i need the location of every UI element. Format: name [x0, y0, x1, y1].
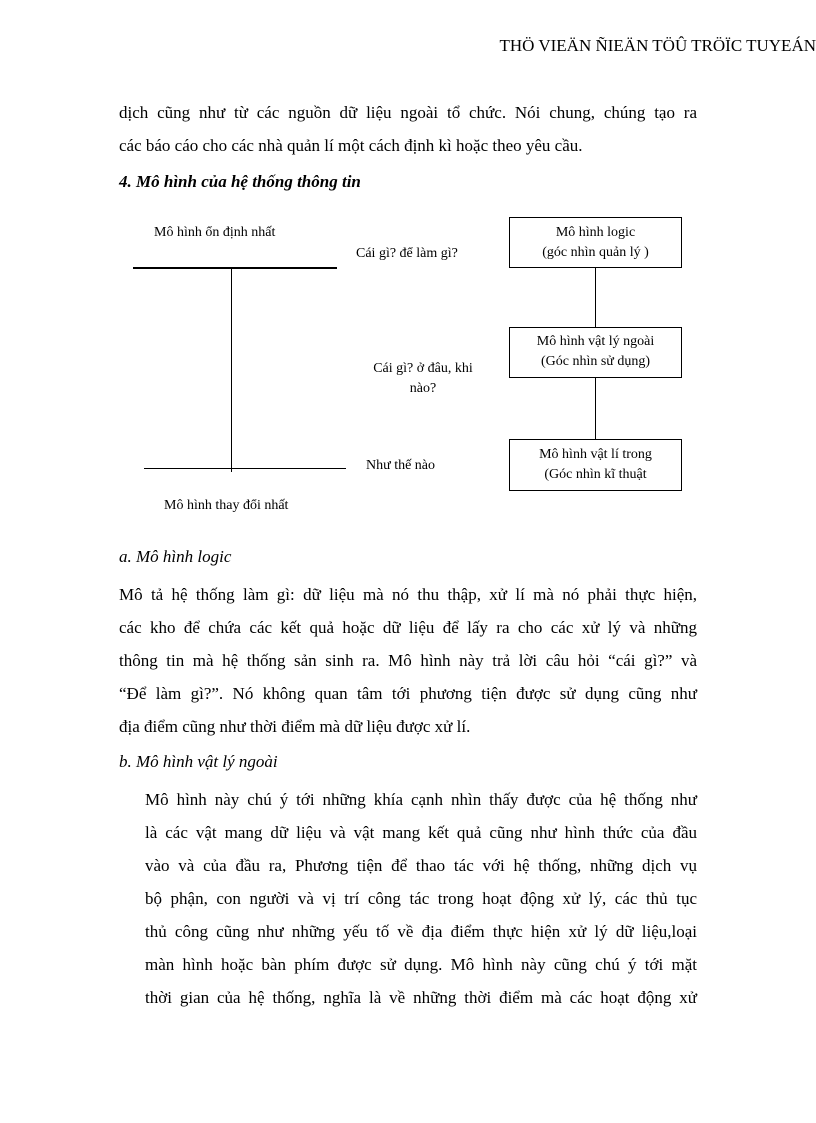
- subsection-a-paragraph: [119, 578, 697, 743]
- text-line: thời gian của hệ thống, nghĩa là về những thời điểm mà các hoạt động xử: [145, 988, 697, 1007]
- text-line: Mô hình này chú ý tới những khía cạnh nhìn thấy được của hệ thống như: [145, 790, 697, 809]
- question-how: Như thế nào: [366, 458, 436, 473]
- box-subtitle: (Góc nhìn kĩ thuật: [544, 467, 647, 482]
- text-line: Mô tả hệ thống làm gì: dữ liệu mà nó thu thập, xử lí mà nó phải thực hiện,: [119, 585, 697, 604]
- question-what-where-when: [356, 359, 490, 399]
- text-line: là các vật mang dữ liệu và vật mang kết quả cũng như hình thức của đầu: [145, 823, 697, 842]
- subsection-b-title: b. Mô hình vật lý ngoài: [119, 752, 278, 771]
- internal-physical-model-box: [509, 439, 682, 491]
- most-changing-label: Mô hình thay đổi nhất: [164, 498, 289, 513]
- connector-line-2: [595, 378, 596, 439]
- text-line: thông tin mà hệ thống sản sinh ra. Mô hình này trả lời câu hỏi “cái gì?” và: [119, 651, 697, 670]
- question-what-why: Cái gì? để làm gì?: [356, 246, 458, 261]
- bottom-horizontal-line: [144, 468, 346, 469]
- box-title: Mô hình vật lý ngoài: [536, 334, 655, 349]
- most-stable-label: Mô hình ổn định nhất: [154, 225, 276, 240]
- top-horizontal-line: [133, 267, 337, 269]
- intro-paragraph: [119, 96, 697, 162]
- text-line: địa điểm cũng như thời điểm mà dữ liệu được xử lí.: [119, 717, 471, 736]
- box-subtitle: (Góc nhìn sử dụng): [540, 354, 651, 369]
- logical-model-box: [509, 217, 682, 268]
- vertical-axis-line: [231, 268, 232, 472]
- text-line: dịch cũng như từ các nguồn dữ liệu ngoài tổ chức. Nói chung, chúng tạo ra: [119, 103, 697, 122]
- box-title: Mô hình vật lí trong: [539, 447, 652, 462]
- text-line: vào và của đầu ra, Phương tiện để thao tác với hệ thống, những dịch vụ: [145, 856, 697, 875]
- subsection-b-paragraph: [145, 783, 697, 1014]
- text-line: màn hình hoặc bàn phím được sử dụng. Mô hình này cũng chú ý tới mặt: [145, 955, 697, 974]
- question-line: Cái gì? ở đâu, khi: [373, 361, 473, 376]
- section-heading: 4. Mô hình của hệ thống thông tin: [119, 172, 361, 191]
- box-subtitle: (góc nhìn quản lý ): [542, 245, 649, 260]
- connector-line-1: [595, 268, 596, 327]
- subsection-a-title: a. Mô hình logic: [119, 547, 232, 566]
- external-physical-model-box: [509, 327, 682, 378]
- box-title: Mô hình logic: [555, 225, 636, 240]
- page-header: THÖ VIEÄN ÑIEÄN TÖÛ TRÖÏC TUYEÁN: [499, 36, 816, 55]
- text-line: các báo cáo cho các nhà quản lí một cách định kì hoặc theo yêu cầu.: [119, 136, 583, 155]
- question-line: nào?: [409, 381, 437, 396]
- text-line: “Để làm gì?”. Nó không quan tâm tới phương tiện được sử dụng cũng như: [119, 684, 697, 703]
- text-line: thủ công cũng như những yếu tố về địa điểm thực hiện xử lý dữ liệu,loại: [145, 922, 697, 941]
- text-line: bộ phận, con người và vị trí công tác trong hoạt động xử lý, các thủ tục: [145, 889, 697, 908]
- text-line: các kho để chứa các kết quả hoặc dữ liệu để lấy ra cho các xử lý và những: [119, 618, 697, 637]
